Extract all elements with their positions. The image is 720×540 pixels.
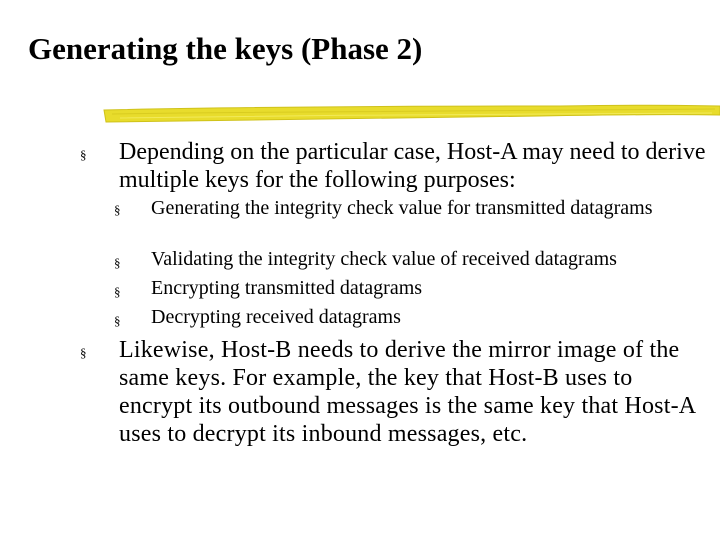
bullet-marker: §: [80, 147, 87, 162]
bullet-marker: §: [80, 345, 87, 360]
sub-bullet-marker: §: [114, 202, 121, 217]
sub-bullet-text: Encrypting transmitted datagrams: [151, 277, 423, 299]
slide-title: Generating the keys (Phase 2): [28, 31, 423, 66]
bullet-point-text: Depending on the particular case, Host-A may need to derive multiple keys for the following purposes:: [119, 139, 706, 193]
sub-bullet-marker: §: [114, 255, 121, 270]
sub-bullet-marker: §: [114, 313, 121, 328]
title-underline-brush-stroke: [0, 98, 720, 128]
bullet-point-text: Likewise, Host-B needs to derive the mirror image of the same keys. For example, the key that Host-B uses to encrypt its outbound messages is the same key that Host-A uses to decrypt its inbound messages, etc.: [119, 337, 695, 447]
sub-bullet-text: Generating the integrity check value for transmitted datagrams: [151, 197, 653, 219]
sub-bullet-marker: §: [114, 284, 121, 299]
sub-bullet-text: Validating the integrity check value of received datagrams: [151, 248, 617, 270]
sub-bullet-text: Decrypting received datagrams: [151, 306, 401, 328]
